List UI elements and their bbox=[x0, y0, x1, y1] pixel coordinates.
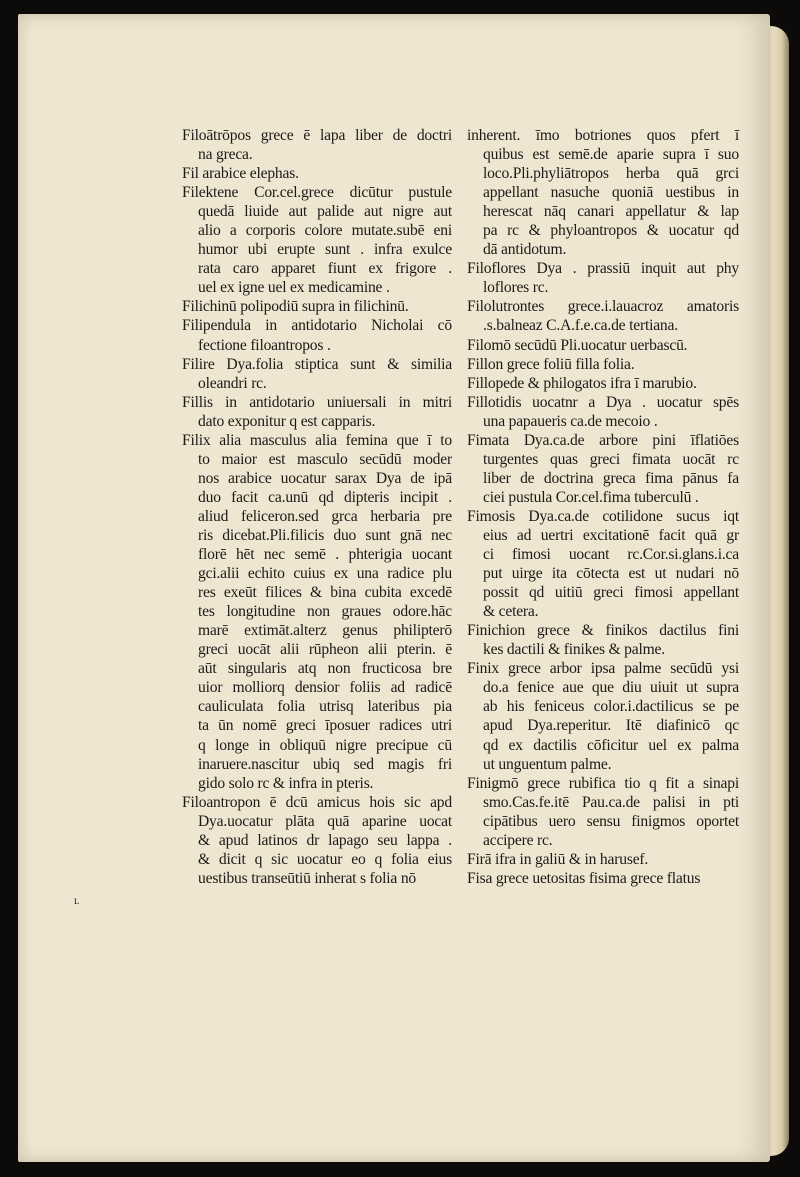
glossary-entry bbox=[467, 355, 739, 374]
entry-text-line: gido solo rc & infra in pteris. bbox=[198, 774, 374, 792]
entry-text-line: cauliculata folia utrisq lateribus pia bbox=[198, 698, 452, 716]
entry-text-line: quibus est semē.de aparie supra ī suo bbox=[483, 146, 739, 164]
entry-text-line: apud Dya.reperitur. Itē diafinicō qc bbox=[483, 717, 739, 735]
entry-text-line: to maior est masculo secūdū moder bbox=[198, 450, 452, 468]
text-column-left bbox=[182, 126, 452, 888]
entry-text-line: humor ubi erupte sunt . infra exulce bbox=[198, 241, 452, 259]
glossary-entry bbox=[467, 374, 739, 393]
entry-headline: Fimosis Dya.ca.de cotilidone sucus iqt bbox=[467, 507, 739, 525]
entry-text-line: florē hēt nec semē . phterigia uocant bbox=[198, 546, 452, 564]
entry-text-line: loflores rc. bbox=[483, 279, 549, 297]
entry-text-line: marē extimāt.alterz genus philipterō bbox=[198, 622, 452, 640]
entry-text-line: put uirge ita cōtecta est ut nudari nō bbox=[483, 565, 739, 583]
entry-text-line: ci fimosi uocant rc.Cor.si.glans.i.ca bbox=[483, 546, 739, 564]
entry-text-line: gci.alii echito cuius ex una radice plu bbox=[198, 565, 452, 583]
entry-text-line: accipere rc. bbox=[483, 831, 553, 849]
entry-text-line: smo.Cas.fe.itē Pau.ca.de palisi in pti bbox=[483, 793, 739, 811]
text-column-right bbox=[467, 126, 739, 888]
entry-text-line: & apud latinos dr lapago seu lappa . bbox=[198, 831, 452, 849]
entry-headline: Finigmō grece rubifica tio q fit a sinapi bbox=[467, 774, 739, 792]
entry-headline: Filolutrontes grece.i.lauacroz amatoris bbox=[467, 298, 739, 316]
entry-headline: Filire Dya.folia stiptica sunt & similia bbox=[182, 355, 452, 373]
entry-text-line: herescat nāq canari appellatur & lap bbox=[483, 203, 739, 221]
entry-text-line: fectione filoantropos . bbox=[198, 336, 331, 354]
entry-headline: Fillotidis uocatnr a Dya . uocatur spēs bbox=[467, 393, 739, 411]
glossary-entry bbox=[182, 297, 452, 316]
entry-text-line: duo facit ca.unū qd dipteris incipit . bbox=[198, 488, 452, 506]
entry-headline: Fillon grece foliū filla folia. bbox=[467, 355, 635, 373]
glossary-entry bbox=[182, 393, 452, 431]
glossary-entry bbox=[467, 336, 739, 355]
entry-headline: Finix grece arbor ipsa palme secūdū ysi bbox=[467, 660, 739, 678]
glossary-entry bbox=[467, 259, 739, 297]
entry-text-line: nos arabice uocatur sarax Dya de ipā bbox=[198, 469, 452, 487]
glossary-entry bbox=[467, 774, 739, 850]
glossary-entry bbox=[182, 126, 452, 164]
entry-text-line: ab his feniceus color.i.dactilicus se pe bbox=[483, 698, 739, 716]
glossary-entry bbox=[467, 393, 739, 431]
entry-headline: Filoantropon ē dcū amicus hois sic apd bbox=[182, 793, 452, 811]
glossary-entry bbox=[182, 793, 452, 888]
entry-text-line: ciei pustula Cor.cel.fima tuberculū . bbox=[483, 488, 699, 506]
entry-text-line: loco.Pli.phyliātropos herba quā grci bbox=[483, 165, 739, 183]
entry-text-line: una papaueris ca.de mecoio . bbox=[483, 412, 658, 430]
entry-headline: Fillopede & philogatos ifra ī marubio. bbox=[467, 374, 697, 392]
entry-headline: Filipendula in antidotario Nicholai cō bbox=[182, 317, 452, 335]
glossary-entry bbox=[182, 183, 452, 297]
glossary-entry bbox=[467, 507, 739, 621]
entry-text-line: appellant nasuche quoniā uestibus in bbox=[483, 184, 739, 202]
glossary-entry bbox=[467, 431, 739, 507]
entry-text-line: uior molliorq densior foliis ad radicē bbox=[198, 679, 452, 697]
entry-headline: Filix alia masculus alia femina que ī to bbox=[182, 431, 452, 449]
entry-text-line: ta ūn nomē greci īposuer radices utri bbox=[198, 717, 452, 735]
entry-text-line: do.a fenice aue que diu uiuit ut supra bbox=[483, 679, 739, 697]
entry-text-line: kes dactili & finikes & palme. bbox=[483, 641, 665, 659]
glossary-entry bbox=[467, 126, 739, 259]
entry-headline: Filoātrōpos grece ē lapa liber de doctri bbox=[182, 127, 452, 144]
entry-text-line: q longe in obliquū nigre precipue cū bbox=[198, 736, 452, 754]
entry-text-line: na greca. bbox=[198, 146, 253, 164]
entry-headline: Finichion grece & finikos dactilus fini bbox=[467, 622, 739, 640]
entry-text-line: quedā liuide aut palide aut nigre aut bbox=[198, 203, 452, 221]
entry-headline: Fisa grece uetositas fisima grece flatus bbox=[467, 869, 701, 887]
entry-headline: inherent. īmo botriones quos pfert ī bbox=[467, 127, 739, 144]
glossary-entry bbox=[182, 431, 452, 793]
entry-text-line: & cetera. bbox=[483, 603, 539, 621]
entry-headline: Filomō secūdū Pli.uocatur uerbascū. bbox=[467, 336, 688, 354]
entry-headline: Filichinū polipodiū supra in filichinū. bbox=[182, 298, 409, 316]
glossary-entry bbox=[467, 869, 739, 888]
entry-headline: Firā ifra in galiū & in harusef. bbox=[467, 850, 649, 868]
entry-text-line: aliud feliceron.sed grca herbaria pre bbox=[198, 507, 452, 525]
entry-text-line: .s.balneaz C.A.f.e.ca.de tertiana. bbox=[483, 317, 678, 335]
glossary-entry bbox=[182, 164, 452, 183]
glossary-entry bbox=[467, 297, 739, 335]
entry-headline: Filoflores Dya . prassiū inquit aut phy bbox=[467, 260, 739, 278]
entry-text-line: pa rc & phyloantropos & uocatur qd bbox=[483, 222, 739, 240]
entry-text-line: uestibus transeūtiū inherat s folia nō bbox=[198, 869, 417, 887]
margin-mark: ʟ bbox=[74, 893, 80, 907]
entry-text-line: dā antidotum. bbox=[483, 241, 567, 259]
entry-text-line: liber de doctrina greca fima pānus fa bbox=[483, 469, 739, 487]
entry-text-line: tes longitudine non graues odore.hāc bbox=[198, 603, 452, 621]
entry-text-line: alio a corporis colore mutate.subē eni bbox=[198, 222, 452, 240]
entry-headline: Fimata Dya.ca.de arbore pini īflatiōes bbox=[467, 431, 739, 449]
glossary-entry bbox=[182, 355, 452, 393]
entry-headline: Filektene Cor.cel.grece dicūtur pustule bbox=[182, 184, 452, 202]
entry-text-line: Dya.uocatur plāta quā aparine uocat bbox=[198, 812, 452, 830]
entry-text-line: ris dicebat.Pli.filicis duo sunt gnā nec bbox=[198, 526, 452, 544]
glossary-entry bbox=[182, 316, 452, 354]
entry-text-line: greci uocāt alii rūpheon alii pterin. ē bbox=[198, 641, 452, 659]
entry-text-line: & dicit q sic uocatur eo q folia eius bbox=[198, 850, 452, 868]
entry-text-line: oleandri rc. bbox=[198, 374, 267, 392]
entry-text-line: dato exponitur q est capparis. bbox=[198, 412, 376, 430]
glossary-entry bbox=[467, 621, 739, 659]
glossary-entry bbox=[467, 850, 739, 869]
entry-text-line: cipātibus uero sensu finigmos oportet bbox=[483, 812, 739, 830]
entry-headline: Fil arabice elephas. bbox=[182, 165, 299, 183]
entry-text-line: turgentes quas greci fimata uocāt rc bbox=[483, 450, 739, 468]
entry-text-line: uel ex igne uel ex medicamine . bbox=[198, 279, 390, 297]
entry-text-line: possit qd uitiū greci fimosi appellant bbox=[483, 584, 739, 602]
entry-text-line: ut unguentum palme. bbox=[483, 755, 612, 773]
glossary-entry bbox=[467, 659, 739, 773]
entry-headline: Fillis in antidotario uniuersali in mitri bbox=[182, 393, 452, 411]
entry-text-line: qd ex dactilis cōficitur uel ex palma bbox=[483, 736, 739, 754]
entry-text-line: eius ad uertri excitationē facit quā gr bbox=[483, 526, 739, 544]
entry-text-line: rata caro apparet fiunt ex frigore . bbox=[198, 260, 452, 278]
entry-text-line: inaruere.nascitur ubiq sed magis fri bbox=[198, 755, 452, 773]
entry-text-line: res exeūt filices & bina cubita excedē bbox=[198, 584, 452, 602]
entry-text-line: aūt singularis atq non fructicosa bre bbox=[198, 660, 452, 678]
